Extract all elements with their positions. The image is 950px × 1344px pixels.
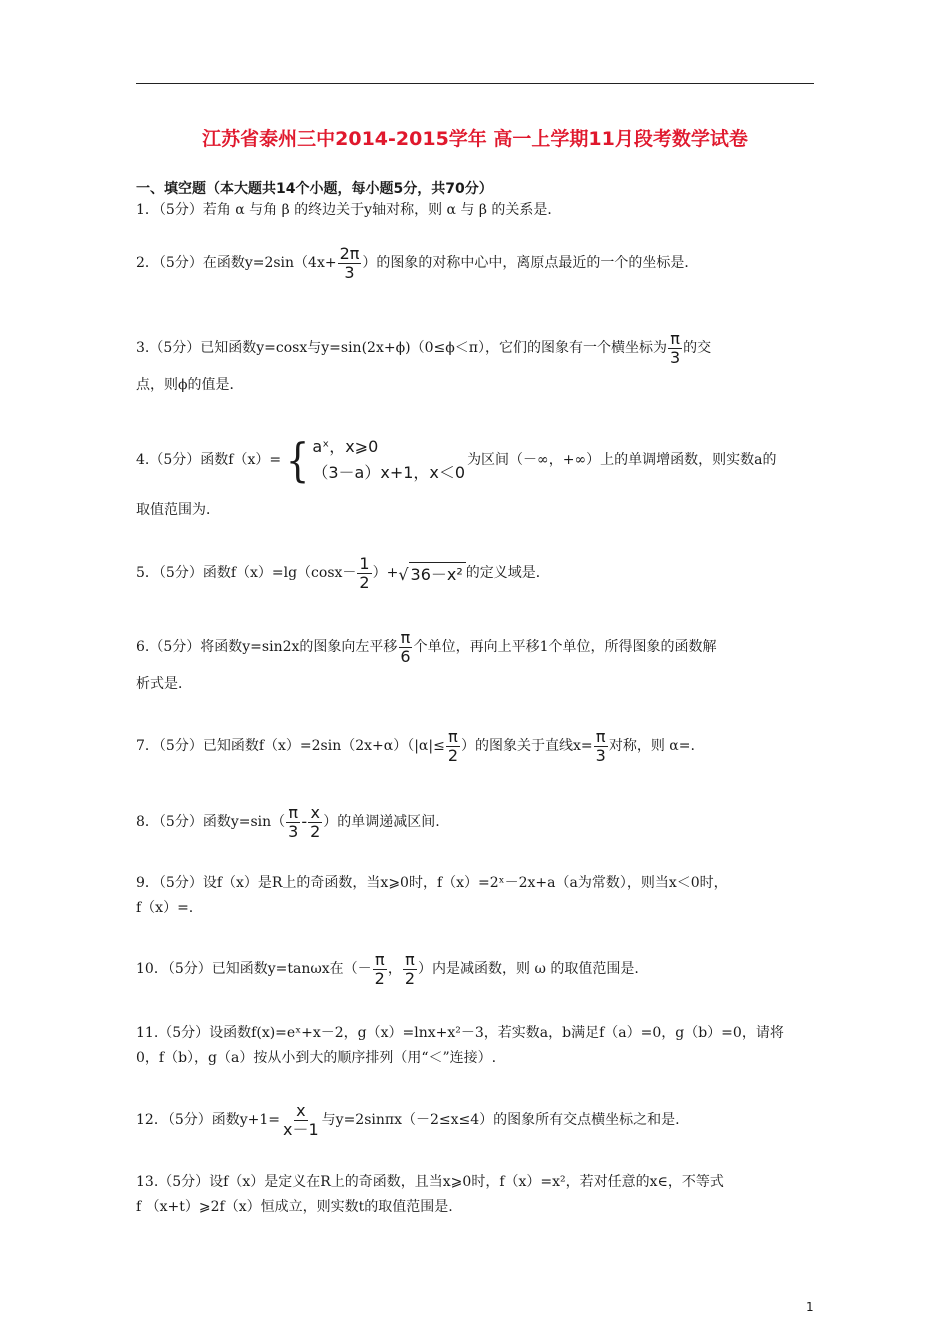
fraction — [357, 555, 371, 592]
fraction-numerator: π — [448, 726, 458, 746]
fraction-denominator: 3 — [669, 347, 681, 367]
fraction — [403, 951, 417, 988]
fraction-numerator: π — [405, 949, 415, 969]
question-2-pre: 2．（5分）在函数y=2sin（4x+ — [136, 255, 337, 271]
question-12 — [136, 1100, 816, 1139]
question-7 — [136, 726, 816, 765]
question-3-pre: 3.（5分）已知函数y=cosx与y=sin(2x+ϕ)（0≤ϕ＜π），它们的图象有一个横坐标为 — [136, 340, 667, 356]
fraction — [281, 1102, 321, 1139]
question-10-mid: ， — [387, 961, 402, 977]
fraction-denominator: 2 — [404, 968, 416, 988]
question-7-mid: ）的图象关于直线x= — [461, 738, 593, 754]
question-5-mid: ）+ — [372, 565, 399, 581]
question-11 — [136, 1023, 816, 1066]
question-11-line2: 0，f（b），g（a）按从小到大的顺序排列（用“＜”连接）. — [136, 1050, 497, 1066]
fraction-denominator: 2 — [374, 968, 385, 988]
fraction — [594, 728, 608, 765]
piecewise-cases — [312, 434, 465, 486]
question-8 — [136, 802, 816, 841]
fraction — [308, 804, 322, 841]
question-12-pre: 12．（5分）函数y+1= — [136, 1112, 280, 1128]
question-8-pre: 8．（5分）函数y=sin（ — [136, 814, 286, 830]
question-9-line1: 9．（5分）设f（x）是R上的奇函数，当x⩾0时，f（x）=2ˣ－2x+a（a为常数），则当x＜0时， — [136, 875, 728, 891]
question-4-line2: 取值范围为． — [136, 502, 220, 518]
question-12-post: 与y=2sinπx（－2≤x≤4）的图象所有交点横坐标之和是. — [321, 1112, 680, 1128]
question-2 — [136, 243, 816, 282]
header-rule — [136, 83, 814, 84]
fraction-denominator: x－1 — [283, 1119, 319, 1139]
left-brace: { — [286, 433, 310, 487]
question-9 — [136, 873, 816, 916]
question-4-pre: 4.（5分）函数f（x）= — [136, 452, 282, 468]
question-8-post: ）的单调递减区间. — [323, 814, 440, 830]
square-root — [398, 562, 465, 585]
fraction-numerator: π — [400, 627, 411, 647]
fraction-denominator: 2 — [447, 745, 459, 765]
question-9-line2: f（x）=. — [136, 900, 194, 916]
fraction — [286, 804, 300, 841]
fraction-denominator: 3 — [288, 821, 299, 841]
question-2-post: ）的图象的对称中心中，离原点最近的一个的坐标是． — [362, 255, 699, 271]
question-10-post: ）内是减函数，则 ω 的取值范围是. — [418, 961, 639, 977]
fraction — [338, 245, 362, 282]
question-6-post: 个单位，再向上平移1个单位，所得图象的函数解 — [413, 639, 717, 655]
question-4 — [136, 433, 816, 518]
fraction-numerator: 1 — [359, 553, 370, 573]
question-8-mid: - — [301, 812, 308, 831]
case-1: aˣ，x⩾0 — [312, 437, 379, 456]
question-3-line2: 点，则ϕ的值是． — [136, 377, 244, 393]
question-3-post: 的交 — [683, 340, 712, 356]
fraction — [373, 951, 387, 988]
fraction-denominator: 6 — [400, 646, 411, 666]
question-13-line1: 13.（5分）设f（x）是定义在R上的奇函数，且当x⩾0时，f（x）=x²，若对任意的x∈，不等式 — [136, 1174, 724, 1190]
sqrt-sign-icon: √ — [398, 564, 409, 584]
fraction-denominator: 2 — [359, 572, 370, 592]
section-heading: 一、填空题（本大题共14个小题，每小题5分，共70分） — [136, 181, 493, 197]
fraction-denominator: 3 — [595, 745, 606, 765]
fraction-numerator: π — [288, 802, 299, 822]
case-2: （3－a）x+1，x＜0 — [312, 463, 466, 482]
question-4-post: 为区间（－∞，+∞）上的单调增函数，则实数a的 — [467, 452, 777, 468]
fraction-denominator: 3 — [344, 262, 355, 282]
question-6 — [136, 627, 816, 692]
question-7-post: 对称，则 α=. — [608, 738, 695, 754]
radicand: 36－x² — [409, 562, 466, 585]
question-1-text: 1．（5分）若角 α 与角 β 的终边关于y轴对称，则 α 与 β 的关系是． — [136, 202, 562, 218]
piecewise-function — [283, 434, 465, 486]
fraction-numerator: π — [670, 328, 680, 348]
fraction — [398, 629, 412, 666]
fraction — [446, 728, 460, 765]
fraction-numerator: 2π — [339, 243, 360, 263]
question-6-pre: 6.（5分）将函数y=sin2x的图象向左平移 — [136, 639, 398, 655]
question-13-line2: f （x+t）⩾2f（x）恒成立，则实数t的取值范围是. — [136, 1199, 453, 1215]
question-1 — [136, 200, 816, 220]
question-5-post: 的定义域是． — [465, 565, 550, 581]
question-3 — [136, 328, 816, 393]
question-5-pre: 5．（5分）函数f（x）=lg（cosx－ — [136, 565, 357, 581]
question-10 — [136, 949, 816, 988]
question-7-pre: 7．（5分）已知函数f（x）=2sin（2x+α）（|α|≤ — [136, 738, 445, 754]
question-5 — [136, 553, 816, 592]
fraction — [668, 330, 682, 367]
question-13 — [136, 1172, 816, 1215]
question-6-line2: 析式是． — [136, 676, 192, 692]
fraction-denominator: 2 — [310, 821, 321, 841]
page-title: 江苏省泰州三中2014-2015学年 高一上学期11月段考数学试卷 — [202, 128, 748, 150]
question-11-line1: 11.（5分）设函数f(x)=eˣ+x－2，g（x）=lnx+x²－3，若实数a，b满足f（a）=0，g（b）=0，请将 — [136, 1025, 784, 1041]
page-number: 1 — [806, 1300, 814, 1314]
fraction-numerator: π — [374, 949, 385, 969]
fraction-numerator: x — [310, 802, 320, 822]
question-10-pre: 10．（5分）已知函数y=tanωx在（－ — [136, 961, 372, 977]
fraction-numerator: x — [296, 1100, 306, 1120]
fraction-numerator: π — [595, 726, 606, 746]
